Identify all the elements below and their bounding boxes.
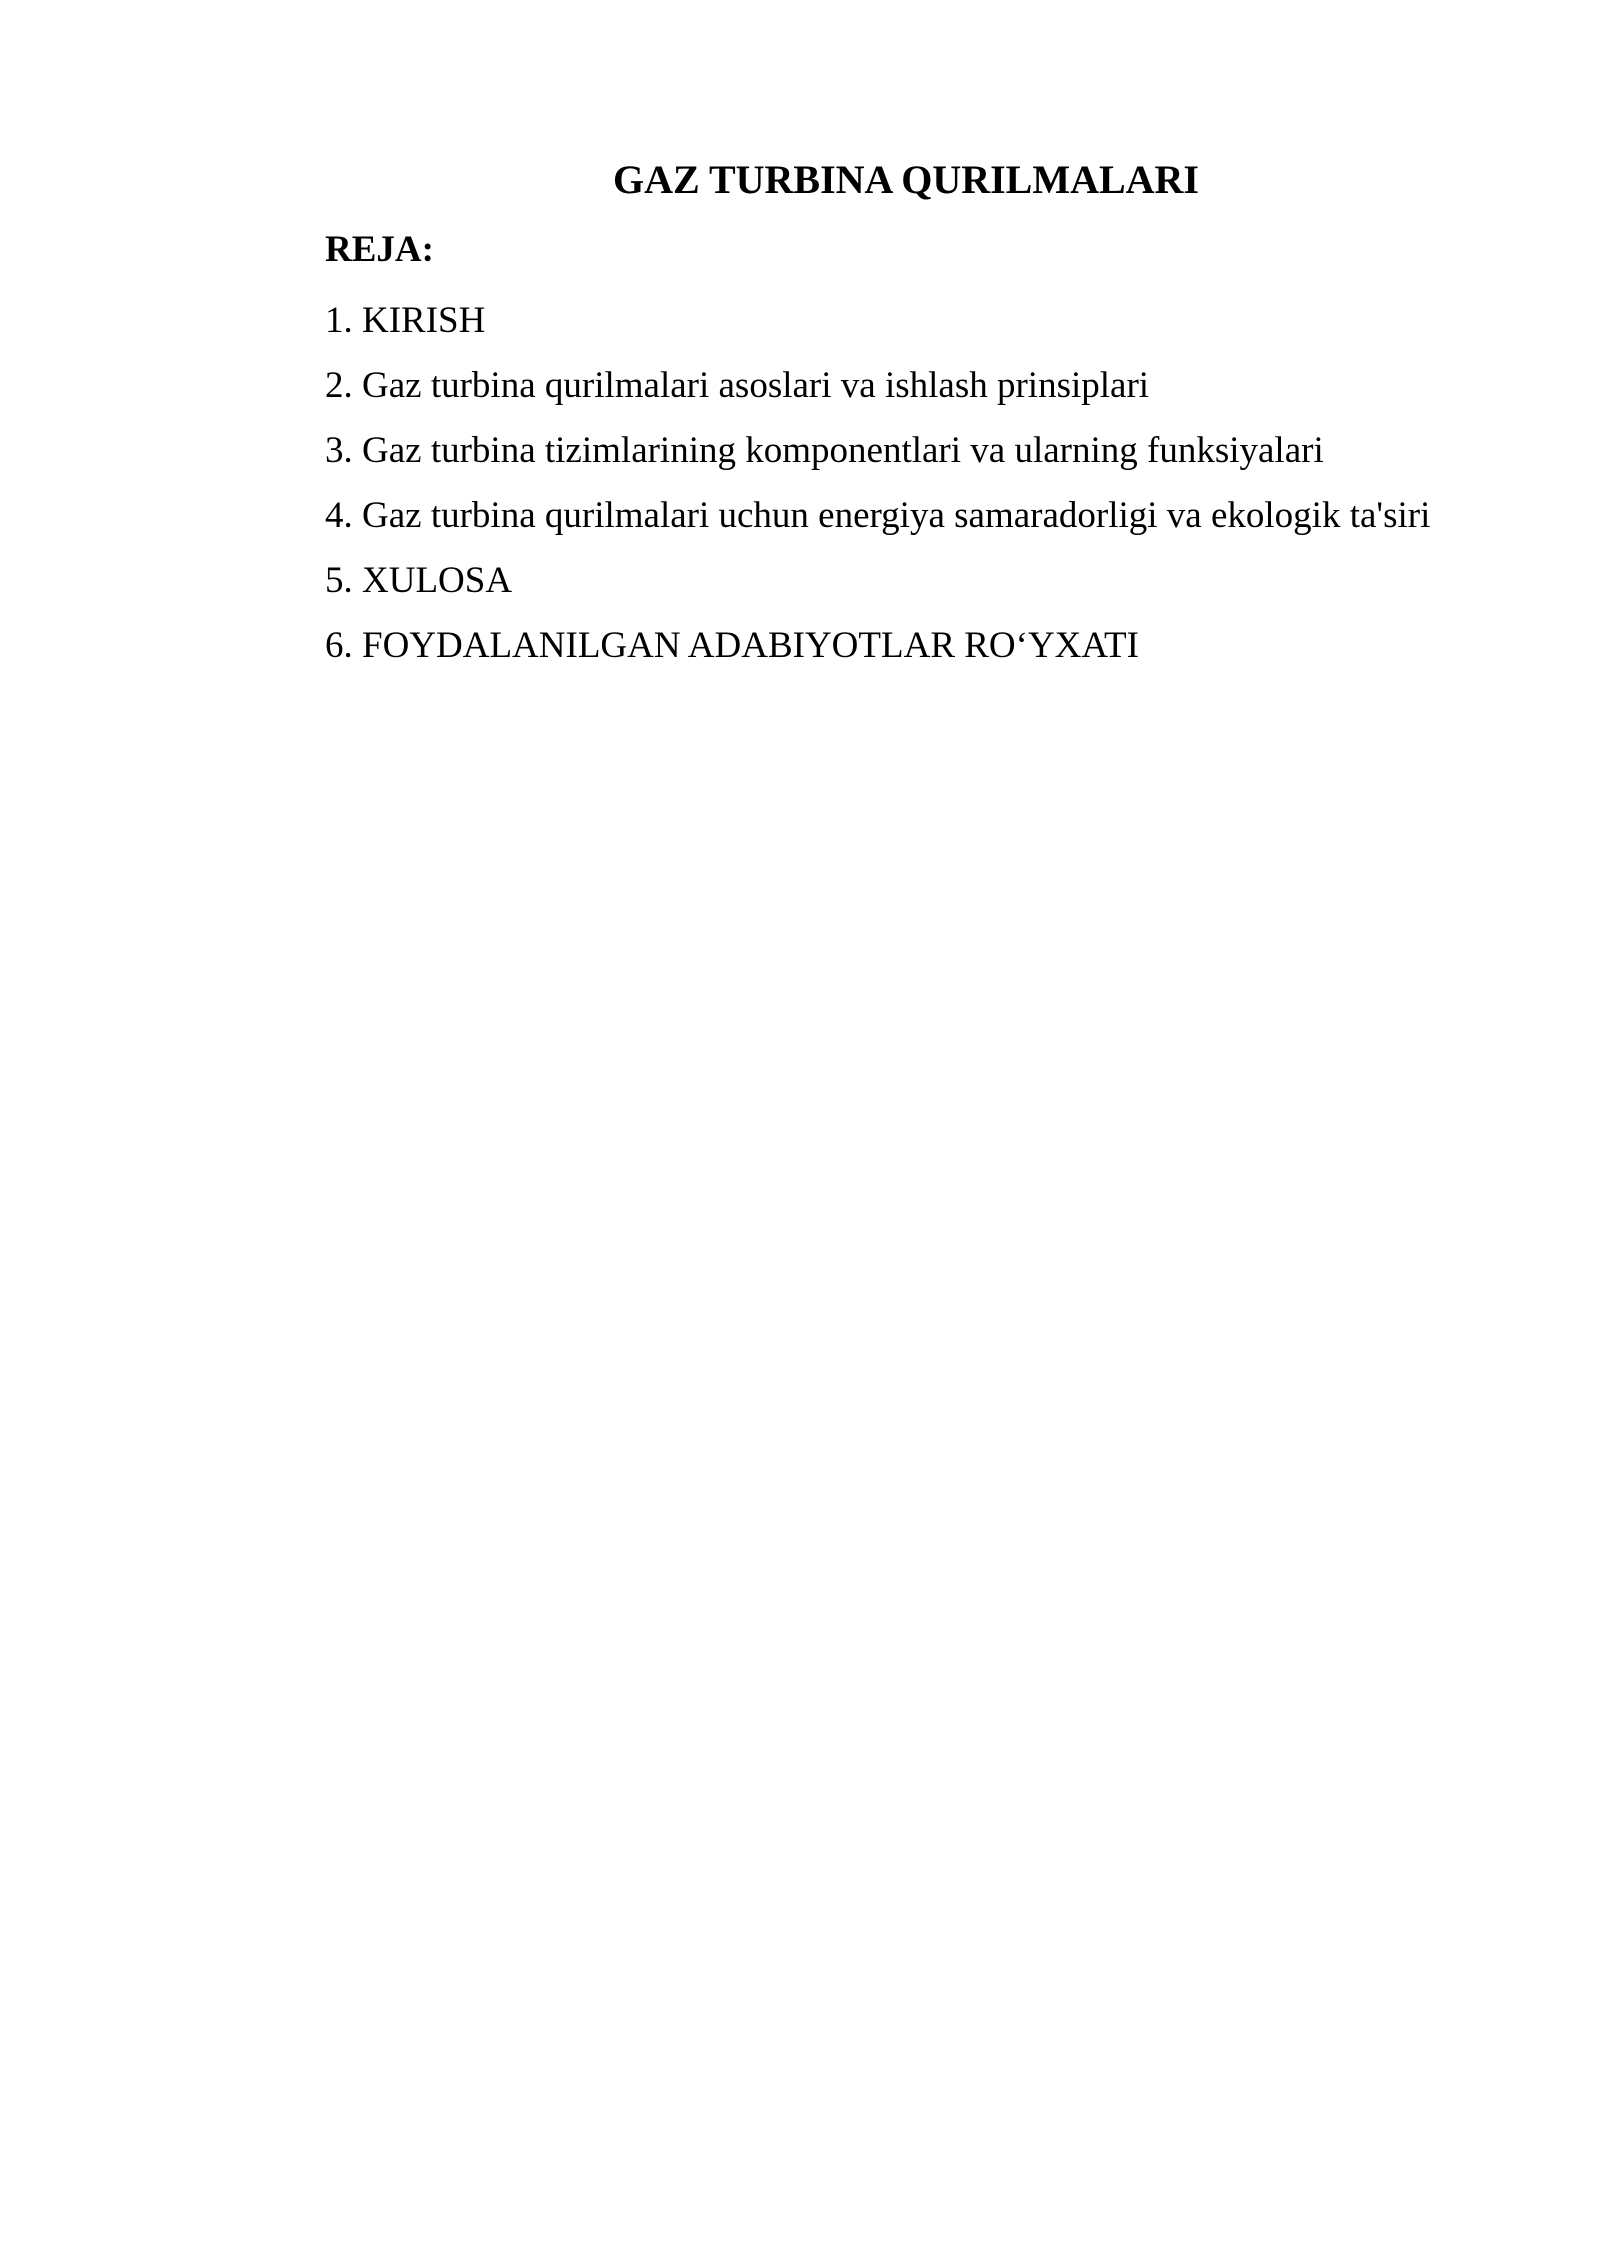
plan-item-4: 4. Gaz turbina qurilmalari uchun energiya samaradorligi va ekologik ta'siri [325, 495, 1431, 536]
plan-item-6: 6. FOYDALANILGAN ADABIYOTLAR RO‘YXATI [325, 625, 1139, 666]
plan-item-5: 5. XULOSA [325, 560, 513, 601]
plan-section [325, 222, 1525, 678]
plan-item-2: 2. Gaz turbina qurilmalari asoslari va ishlash prinsiplari [325, 365, 1150, 406]
plan-list [325, 288, 1525, 678]
document-title: GAZ TURBINA QURILMALARI [612, 157, 1199, 202]
plan-item-3: 3. Gaz turbina tizimlarining komponentlari va ularning funksiyalari [325, 430, 1324, 471]
plan-item-1: 1. KIRISH [325, 300, 486, 341]
plan-heading: REJA: [325, 229, 434, 270]
